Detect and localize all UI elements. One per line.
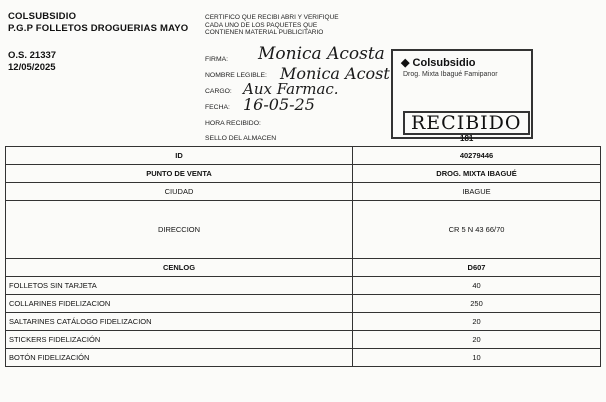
row-label: SALTARINES CATÁLOGO FIDELIZACION	[6, 313, 353, 331]
row-label: DIRECCION	[6, 201, 353, 259]
stamp-brand: ◆ Colsubsidio	[401, 57, 476, 69]
row-value: CR 5 N 43 66/70	[353, 201, 601, 259]
row-value: D607	[353, 259, 601, 277]
row-label: CENLOG	[6, 259, 353, 277]
row-value: DROG. MIXTA IBAGUÉ	[353, 165, 601, 183]
legible-name-value: Monica Acost	[280, 64, 390, 83]
table-row	[6, 295, 601, 313]
row-label: ID	[6, 147, 353, 165]
row-value: 20	[353, 313, 601, 331]
legible-name-label: NOMBRE LEGIBLE:	[205, 72, 267, 79]
table-row	[6, 147, 601, 165]
header-order-block	[8, 50, 56, 74]
table-row	[6, 349, 601, 367]
table-row	[6, 201, 601, 259]
date-value: 16-05-25	[243, 95, 315, 114]
signature-value: Monica Acosta	[258, 44, 385, 64]
warehouse-seal-label: SELLO DEL ALMACEN	[205, 135, 277, 142]
stamp-received: RECIBIDO	[403, 111, 530, 135]
row-label: FOLLETOS SIN TARJETA	[6, 277, 353, 295]
row-value: 40	[353, 277, 601, 295]
row-label: PUNTO DE VENTA	[6, 165, 353, 183]
time-received-label: HORA RECIBIDO:	[205, 120, 261, 127]
brand-logo-icon: ◆	[401, 57, 410, 69]
delivery-table	[5, 146, 601, 367]
table-row	[6, 259, 601, 277]
row-label: CIUDAD	[6, 183, 353, 201]
order-date: 12/05/2025	[8, 62, 56, 73]
company-name: COLSUBSIDIO	[8, 11, 77, 22]
signature-label: FIRMA:	[205, 56, 229, 63]
table-row	[6, 277, 601, 295]
row-value: 250	[353, 295, 601, 313]
stamp-store: Drog. Mixta Ibagué Famipanor	[403, 71, 498, 78]
row-label: STICKERS FIDELIZACIÓN	[6, 331, 353, 349]
header-company-block	[8, 11, 188, 35]
row-value: 20	[353, 331, 601, 349]
table-row	[6, 331, 601, 349]
date-label: FECHA:	[205, 104, 230, 111]
table-row	[6, 313, 601, 331]
row-label: BOTÓN FIDELIZACIÓN	[6, 349, 353, 367]
position-label: CARGO:	[205, 88, 232, 95]
certificate-text: CERTIFICO QUE RECIBI ABRI Y VERIFIQUE CADA UNO DE LOS PAQUETES QUE CONTIENEN MATERIAL PUBLICITARIO	[205, 14, 339, 36]
row-value: 10	[353, 349, 601, 367]
row-value: IBAGUE	[353, 183, 601, 201]
table-row	[6, 183, 601, 201]
table-row	[6, 165, 601, 183]
position-value: Aux Farmac.	[243, 80, 339, 98]
row-label: COLLARINES FIDELIZACION	[6, 295, 353, 313]
order-number: O.S. 21337	[8, 50, 57, 61]
received-stamp	[391, 49, 533, 139]
stamp-number: 181	[460, 134, 474, 143]
row-value: 40279446	[353, 147, 601, 165]
program-name: P.G.P FOLLETOS DROGUERIAS MAYO	[8, 23, 189, 34]
